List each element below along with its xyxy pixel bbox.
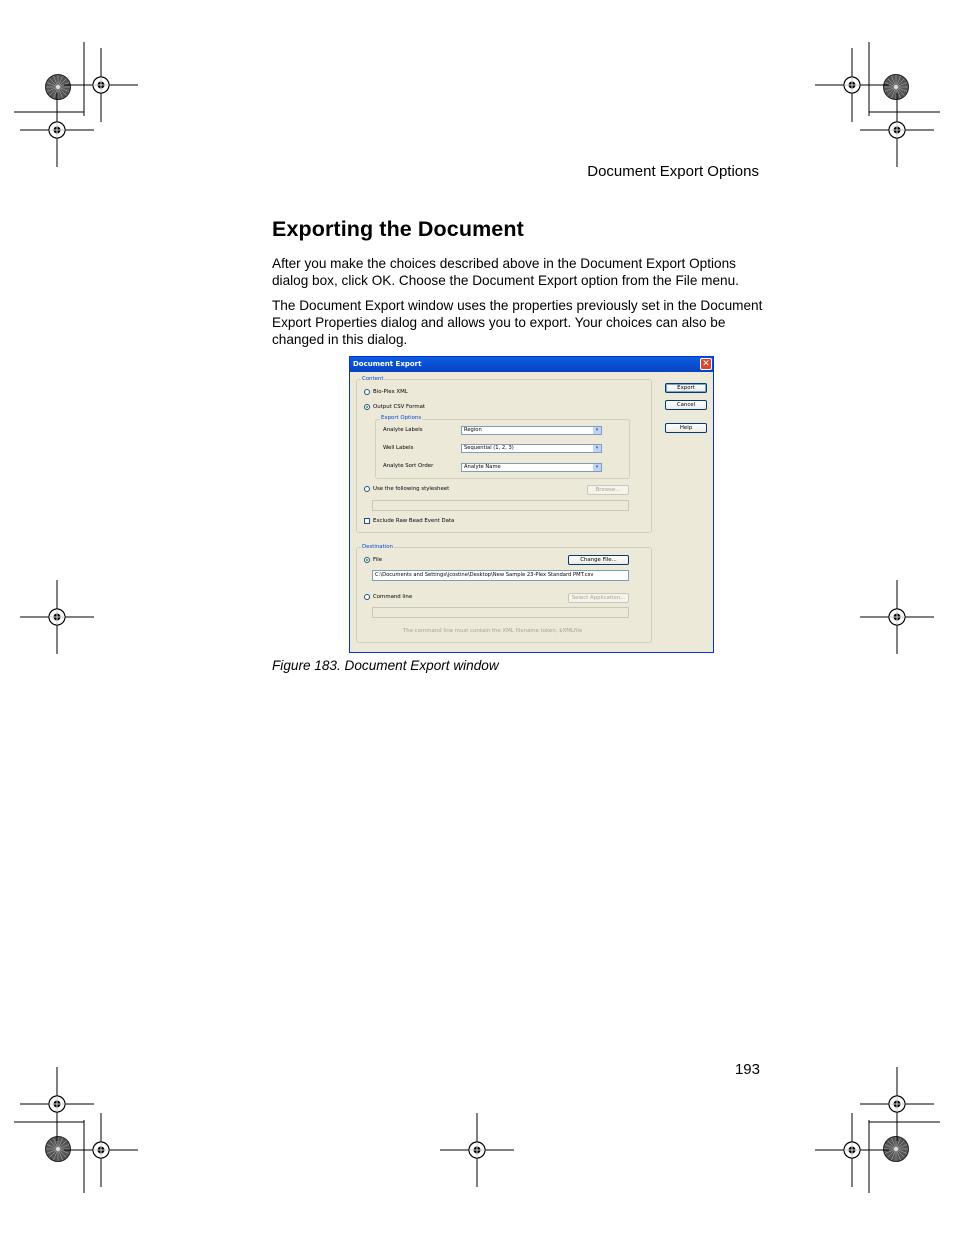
analyte-labels-select[interactable] xyxy=(461,426,602,435)
well-labels-label: Well Labels xyxy=(383,445,414,451)
star-target-top-left-icon xyxy=(46,75,71,100)
dialog-titlebar xyxy=(350,357,713,372)
registration-cross-icon xyxy=(815,1113,889,1187)
export-button[interactable]: Export xyxy=(665,383,707,393)
star-target-bottom-right-icon xyxy=(884,1137,909,1162)
paragraph-1: After you make the choices described above in the Document Export Options dialog box, click OK. Choose the Document Export option from the File menu. xyxy=(272,256,739,288)
registration-cross-icon xyxy=(440,1113,514,1187)
bioplex-xml-label: Bio-Plex XML xyxy=(373,389,408,395)
dialog-title: Document Export xyxy=(353,360,422,368)
analyte-sort-value: Analyte Name xyxy=(464,464,501,470)
file-radio[interactable] xyxy=(364,557,370,563)
figure-caption: Figure 183. Document Export window xyxy=(272,658,499,673)
chevron-down-icon: ▾ xyxy=(593,445,601,452)
well-labels-value: Sequential (1, 2, 3) xyxy=(464,445,514,451)
registration-cross-icon xyxy=(860,93,934,167)
section-heading: Exporting the Document xyxy=(272,217,524,241)
registration-cross-icon xyxy=(860,580,934,654)
analyte-sort-select[interactable] xyxy=(461,463,602,472)
stylesheet-path-field[interactable] xyxy=(372,500,629,511)
content-legend: Content xyxy=(362,376,384,382)
paragraph-2: The Document Export window uses the properties previously set in the Document Export Properties dialog and allows you to export. Your choices can also be changed in this dialog. xyxy=(272,298,763,347)
command-line-label: Command line xyxy=(373,594,413,600)
command-line-radio[interactable] xyxy=(364,594,370,600)
registration-cross-icon xyxy=(64,48,138,122)
export-options-legend: Export Options xyxy=(381,415,422,421)
output-csv-radio[interactable] xyxy=(364,404,370,410)
file-label: File xyxy=(373,557,383,563)
select-application-button[interactable]: Select Application... xyxy=(568,593,629,603)
close-icon[interactable]: ✕ xyxy=(700,358,712,370)
registration-cross-icon xyxy=(64,1113,138,1187)
registration-cross-icon xyxy=(815,48,889,122)
exclude-raw-label: Exclude Raw Bead Event Data xyxy=(373,518,455,524)
well-labels-select[interactable] xyxy=(461,444,602,453)
browse-button[interactable]: Browse... xyxy=(587,485,629,495)
command-line-field[interactable] xyxy=(372,607,629,618)
star-target-top-right-icon xyxy=(884,75,909,100)
output-csv-label: Output CSV Format xyxy=(373,404,426,410)
running-header: Document Export Options xyxy=(587,163,759,180)
change-file-button[interactable]: Change File... xyxy=(568,555,629,565)
registration-cross-icon xyxy=(20,1067,94,1141)
registration-cross-icon xyxy=(20,93,94,167)
star-target-bottom-left-icon xyxy=(46,1137,71,1162)
destination-legend: Destination xyxy=(362,544,393,550)
exclude-raw-checkbox[interactable] xyxy=(364,518,370,524)
stylesheet-radio[interactable] xyxy=(364,486,370,492)
document-export-dialog xyxy=(349,356,714,653)
help-button[interactable]: Help xyxy=(665,423,707,433)
stylesheet-label: Use the following stylesheet xyxy=(373,486,450,492)
analyte-sort-label: Analyte Sort Order xyxy=(383,463,434,469)
chevron-down-icon: ▾ xyxy=(593,427,601,434)
registration-cross-icon xyxy=(20,580,94,654)
cancel-button[interactable]: Cancel xyxy=(665,400,707,410)
analyte-labels-label: Analyte Labels xyxy=(383,427,423,433)
command-hint: The command line must contain the XML filename token, $XMLfile xyxy=(403,628,583,634)
analyte-labels-value: Region xyxy=(464,427,482,433)
registration-cross-icon xyxy=(860,1067,934,1141)
file-path-field[interactable]: C:\Documents and Settings\jcostine\Desktop\New Sample 23-Plex Standard PMT.csv xyxy=(372,570,629,581)
page-number: 193 xyxy=(734,1061,760,1078)
chevron-down-icon: ▾ xyxy=(593,464,601,471)
bioplex-xml-radio[interactable] xyxy=(364,389,370,395)
